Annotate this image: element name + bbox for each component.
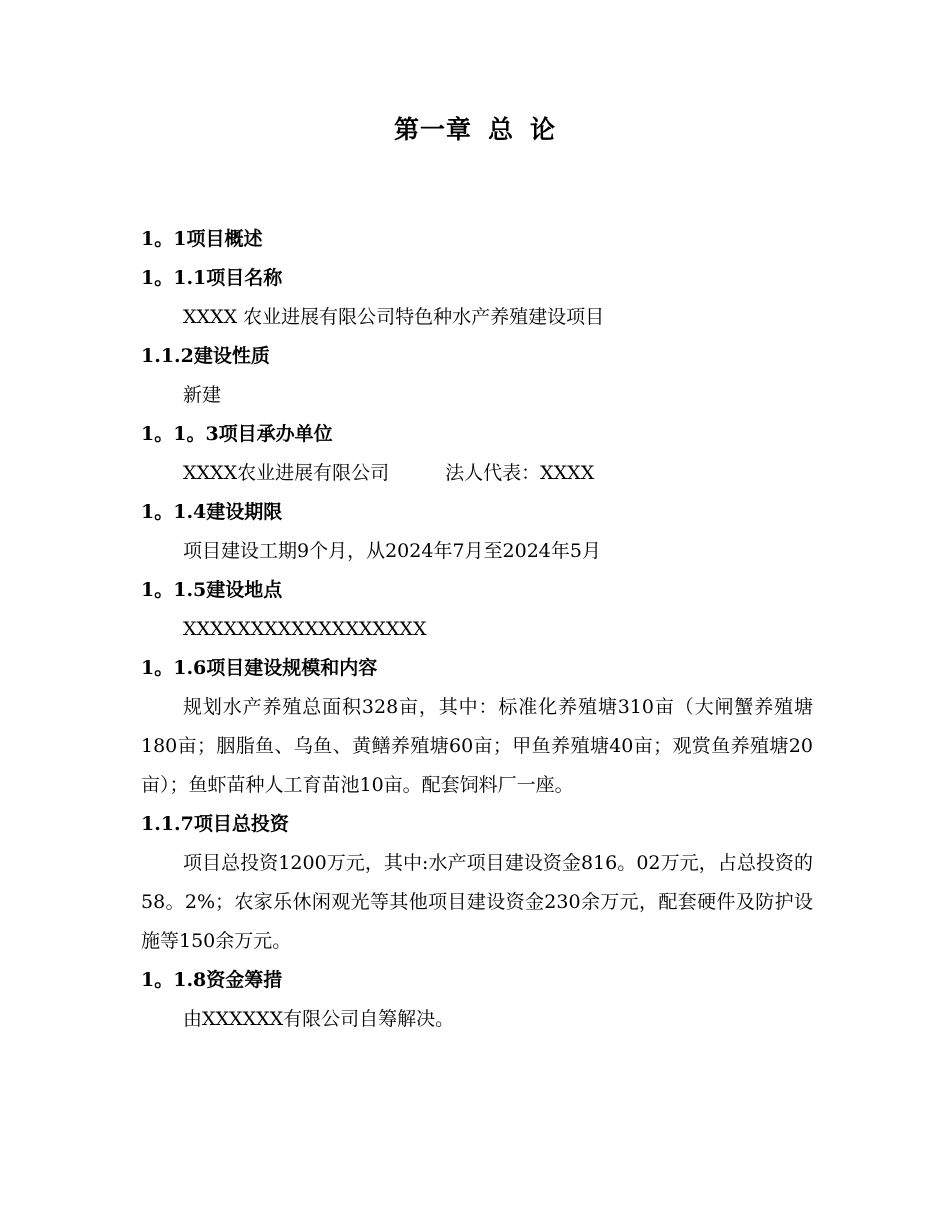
chapter-title: [0, 112, 950, 148]
legal-representative: 法人代表：XXXX: [445, 462, 595, 484]
project-name-text: XXXX 农业进展有限公司特色种水产养殖建设项目: [183, 306, 605, 328]
undertaking-unit-line: [141, 454, 813, 493]
chapter-number: 第一章: [393, 115, 472, 144]
section-heading-construction-site: 1。1.5建设地点: [141, 579, 283, 601]
company-name: XXXX农业进展有限公司: [183, 462, 390, 484]
construction-site-text: XXXXXXXXXXXXXXXXXX: [183, 618, 427, 640]
total-investment-paragraph: 项目总投资1200万元，其中:水产项目建设资金816。02万元，占总投资的58。2%；农家乐休闲观光等其他项目建设资金230余万元，配套硬件及防护设施等150余万元。: [141, 852, 813, 952]
construction-nature-text: 新建: [183, 384, 222, 406]
section-heading-construction-period: 1。1.4建设期限: [141, 501, 283, 523]
chapter-title-word-1: 总: [487, 115, 514, 144]
construction-period-text: 项目建设工期9个月，从2024年7月至2024年5月: [183, 540, 601, 562]
chapter-body: [141, 220, 813, 1039]
chapter-title-word-2: 论: [530, 115, 557, 144]
section-heading-scale-content: 1。1.6项目建设规模和内容: [141, 657, 378, 679]
section-heading-total-investment: 1.1.7项目总投资: [141, 813, 289, 835]
fund-raising-text: 由XXXXXX有限公司自筹解决。: [183, 1008, 455, 1030]
section-heading-construction-nature: 1.1.2建设性质: [141, 345, 270, 367]
section-heading-project-name: 1。1.1项目名称: [141, 267, 283, 289]
section-heading-fund-raising: 1。1.8资金筹措: [141, 969, 283, 991]
section-heading-undertaking-unit: 1。1。3项目承办单位: [141, 423, 333, 445]
scale-content-paragraph: 规划水产养殖总面积328亩，其中：标准化养殖塘310亩（大闸蟹养殖塘180亩；胭脂鱼、乌鱼、黄鳝养殖塘60亩；甲鱼养殖塘40亩；观赏鱼养殖塘20亩）；鱼虾苗种人工育苗池10亩。配套饲料厂一座。: [141, 696, 813, 796]
section-heading-1-1: 1。1项目概述: [141, 228, 263, 250]
